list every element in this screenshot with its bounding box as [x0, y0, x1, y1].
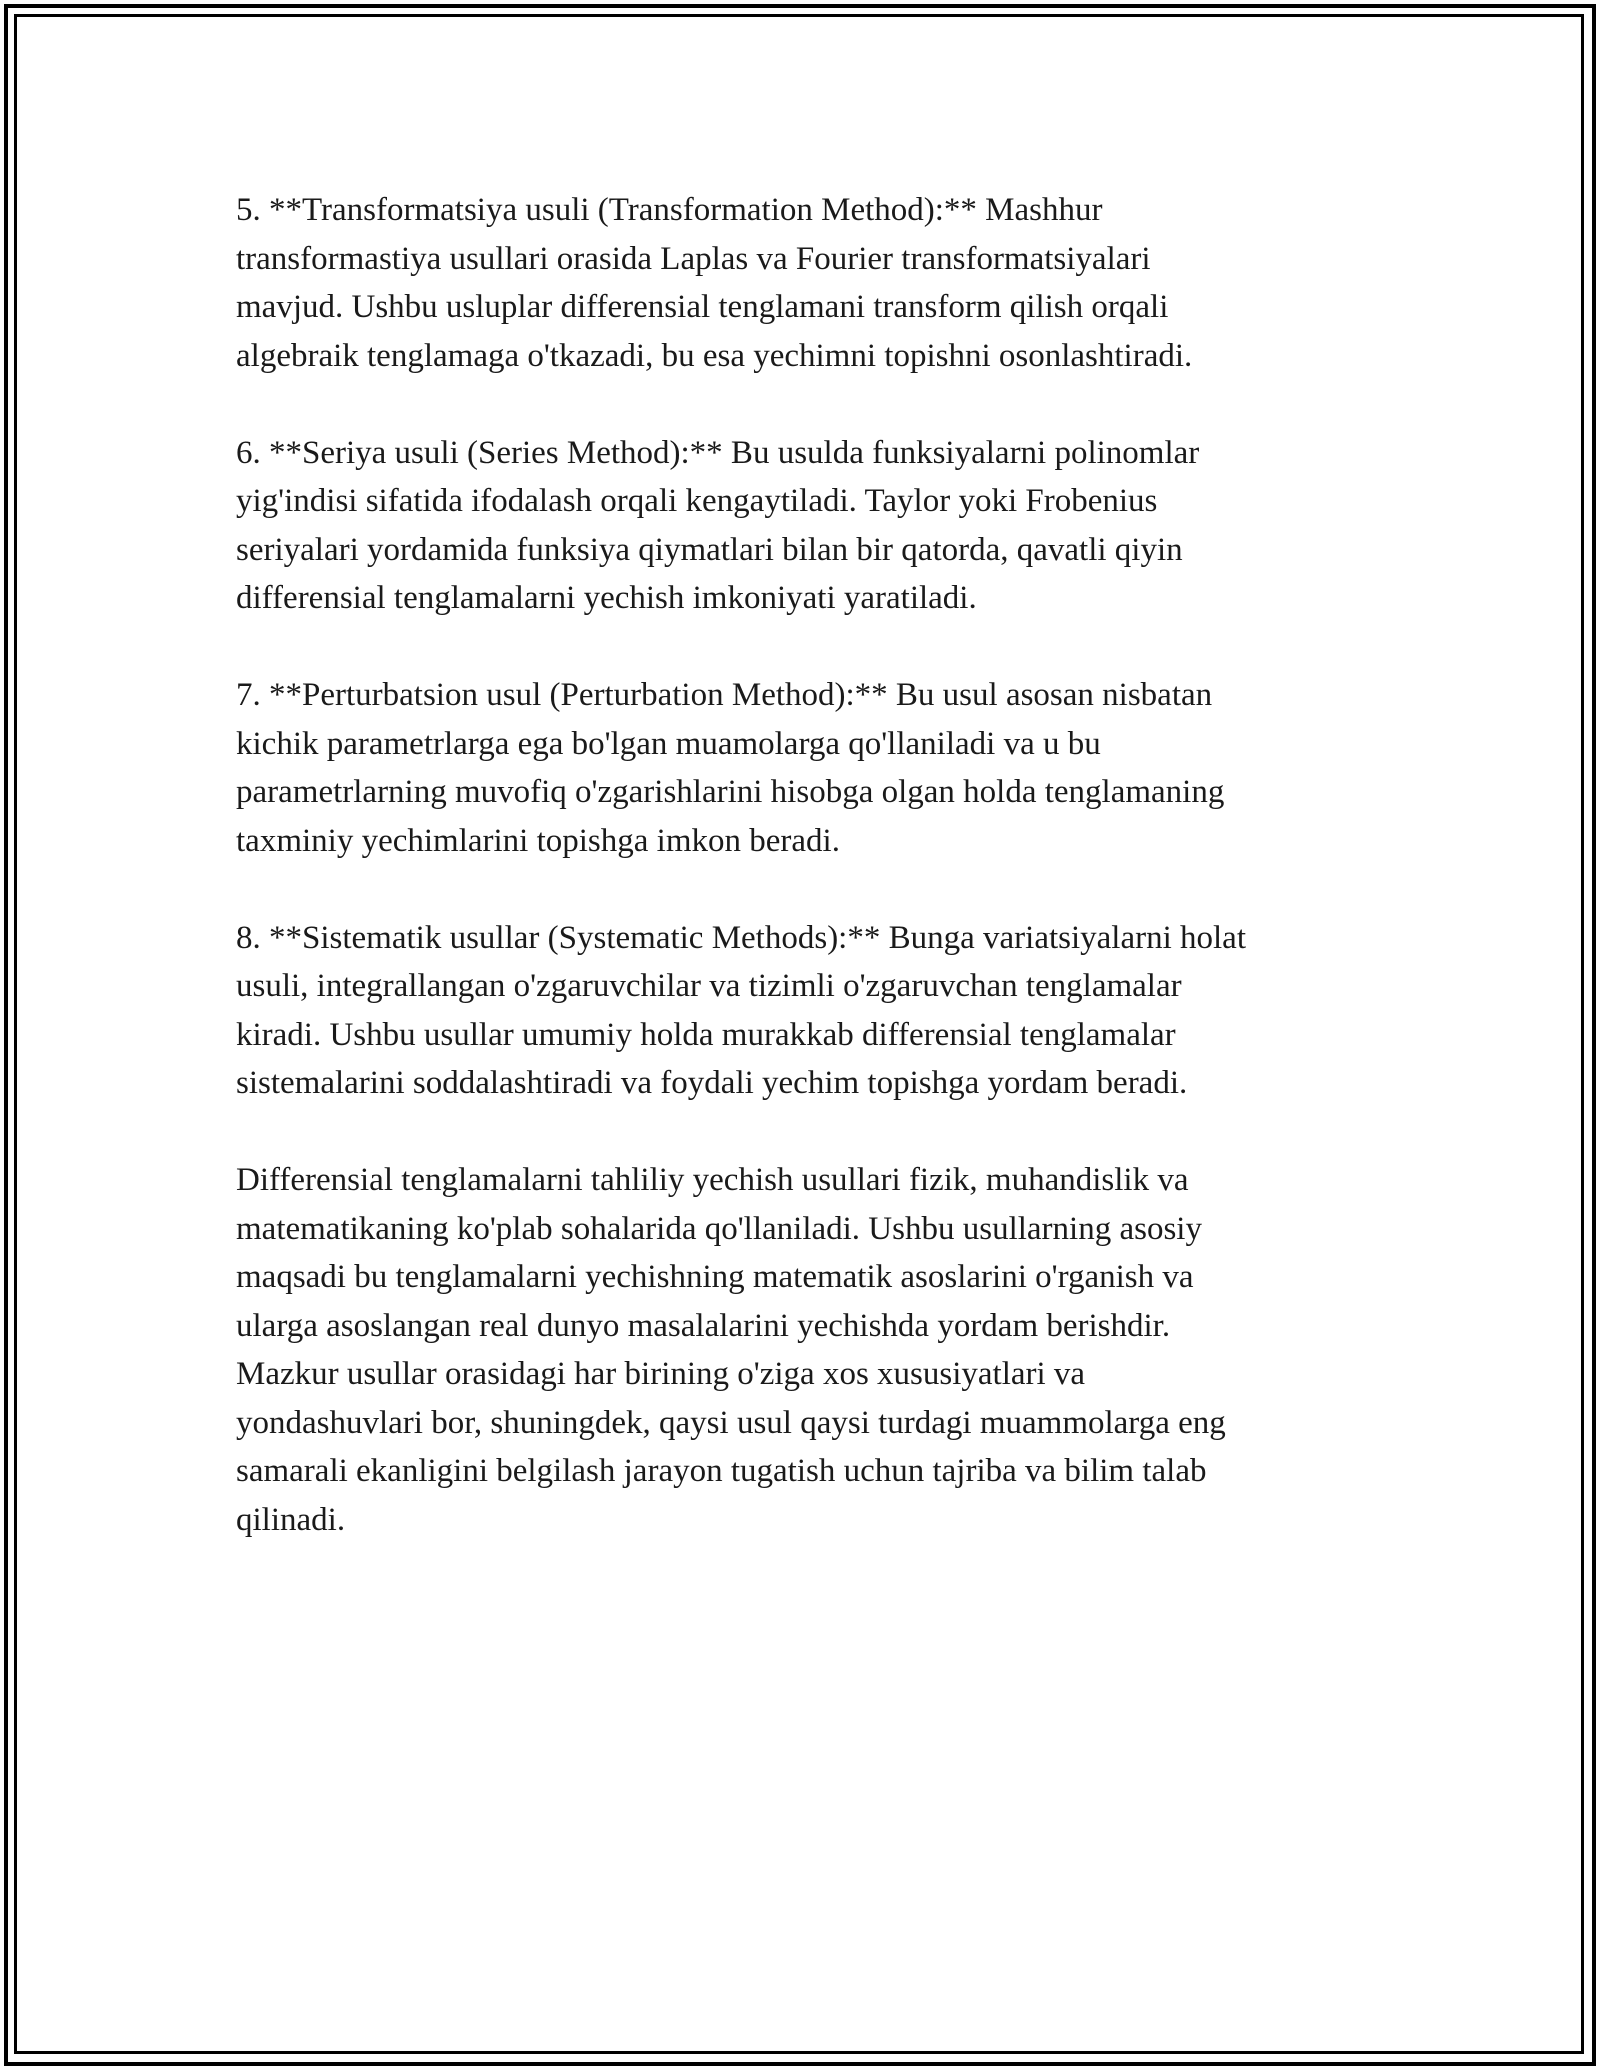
paragraph-perturbation-method: 7. **Perturbatsion usul (Perturbation Method):** Bu usul asosan nisbatan kichik parametrlarga ega bo'lgan muamolarga qo'llaniladi va u bu parametrlarning muvofiq o'zgarishlarini hisobga olgan holda tenglamaning taxminiy yechimlarini topishga imkon beradi.	[236, 677, 1225, 859]
paragraph-conclusion: Differensial tenglamalarni tahliliy yechish usullari fizik, muhandislik va matematikaning ko'plab sohalarida qo'llaniladi. Ushbu usullarning asosiy maqsadi bu tenglamalarni yechishning matematik asoslarini o'rganish va ularga asoslangan real dunyo masalalarini yechishda yordam berishdir. Mazkur usullar orasidagi har birining o'ziga xos xususiyatlari va yondashuvlari bor, shuningdek, qaysi usul qaysi turdagi muammolarga eng samarali ekanligini belgilash jarayon tugatish uchun tajriba va bilim talab qilinadi.	[236, 1162, 1226, 1538]
paragraph-series-method: 6. **Seriya usuli (Series Method):** Bu usulda funksiyalarni polinomlar yig'indisi sifatida ifodalash orqali kengaytiladi. Taylor yoki Frobenius seriyalari yordamida funksiya qiymatlari bilan bir qatorda, qavatli qiyin differensial tenglamalarni yechish imkoniyati yaratiladi.	[236, 434, 1200, 616]
paragraph-transformation-method: 5. **Transformatsiya usuli (Transformation Method):** Mashhur transformastiya usullari orasida Laplas va Fourier transformatsiyalari mavjud. Ushbu usluplar differensial tenglamani transform qilish orqali algebraik tenglamaga o'tkazadi, bu esa yechimni topishni osonlashtiradi.	[236, 192, 1193, 374]
page-content	[236, 186, 1386, 1544]
paragraph-systematic-methods: 8. **Sistematik usullar (Systematic Methods):** Bunga variatsiyalarni holat usuli, integrallangan o'zgaruvchilar va tizimli o'zgaruvchan tenglamalar kiradi. Ushbu usullar umumiy holda murakkab differensial tenglamalar sistemalarini soddalashtiradi va foydali yechim topishga yordam beradi.	[236, 919, 1246, 1101]
